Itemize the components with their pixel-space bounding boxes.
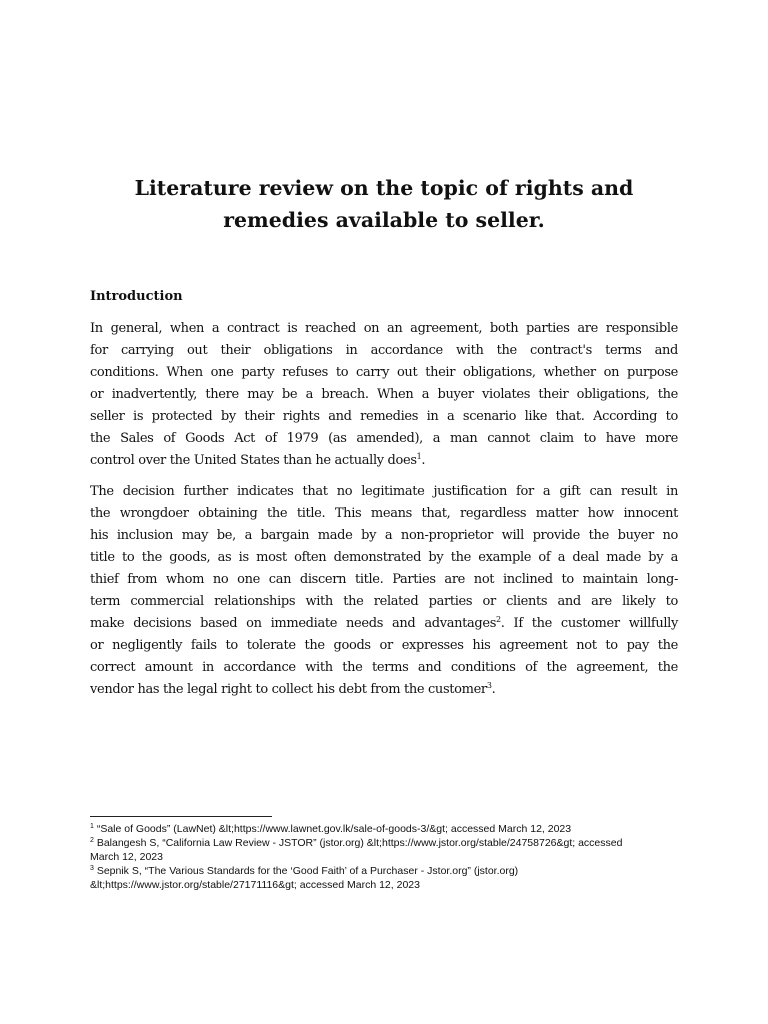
- paragraph-end: .: [421, 453, 426, 468]
- paragraph-line: the Sales of Goods Act of 1979 (as amended), a man cannot claim to have more: [90, 431, 678, 446]
- paragraph-line: or negligently fails to tolerate the goods or expresses his agreement not to pay the: [90, 638, 678, 653]
- footnote-number: 2: [90, 837, 94, 844]
- footnote-line: &lt;https://www.jstor.org/stable/27171116&gt; accessed March 12, 2023: [90, 879, 420, 891]
- footnote-line: March 12, 2023: [90, 851, 163, 863]
- footnote-reference-1[interactable]: 1: [416, 452, 422, 461]
- paragraph-line: [90, 679, 678, 701]
- footnote-1: [90, 822, 690, 836]
- footnote-text: Balangesh S, “California Law Review - JSTOR” (jstor.org) &lt;https://www.jstor.org/stable/24758726&gt; accessed: [93, 837, 623, 849]
- paragraph-line: conditions. When one party refuses to carry out their obligations, whether on purpose: [90, 365, 678, 380]
- paragraph-line: In general, when a contract is reached on an agreement, both parties are responsible: [90, 321, 678, 336]
- paragraph-line: his inclusion may be, a bargain made by a non-proprietor will provide the buyer no: [90, 528, 678, 543]
- footnote-line: [90, 864, 690, 878]
- paragraph-line-text: make decisions based on immediate needs and advantages: [90, 616, 497, 631]
- paragraph-line-text: vendor has the legal right to collect his debt from the customer: [90, 682, 487, 697]
- footnote-separator: [90, 816, 272, 817]
- footnote-text: “Sale of Goods” (LawNet) &lt;https://www.lawnet.gov.lk/sale-of-goods-3/&gt; accessed March 12, 2023: [93, 823, 572, 835]
- paragraph-line-text: control over the United States than he actually does: [90, 453, 417, 468]
- title-line-2: remedies available to seller.: [223, 208, 545, 232]
- introduction-heading: Introduction: [90, 289, 183, 304]
- footnotes: [90, 822, 690, 892]
- footnote-reference-2[interactable]: 2: [496, 615, 501, 624]
- paragraph-line: for carrying out their obligations in accordance with the contract's terms and: [90, 343, 678, 358]
- paragraph-line: the wrongdoer obtaining the title. This means that, regardless matter how innocent: [90, 506, 678, 521]
- paragraph-line: title to the goods, as is most often demonstrated by the example of a deal made by a: [90, 550, 678, 565]
- footnote-line: [90, 836, 690, 850]
- page-title: [90, 172, 678, 236]
- paragraph-line: seller is protected by their rights and remedies in a scenario like that. According to: [90, 409, 678, 424]
- paragraph-line: correct amount in accordance with the terms and conditions of the agreement, the: [90, 660, 678, 675]
- footnote-text: Sepnik S, “The Various Standards for the ‘Good Faith’ of a Purchaser - Jstor.org” (jstor.org): [93, 865, 519, 877]
- paragraph-line: or inadvertently, there may be a breach. When a buyer violates their obligations, the: [90, 387, 678, 402]
- paragraph-line: [90, 450, 678, 472]
- footnote-number: 1: [90, 823, 94, 830]
- footnote-2: [90, 836, 690, 864]
- introduction-paragraph-1: [90, 318, 678, 472]
- footnote-3: [90, 864, 690, 892]
- paragraph-line: The decision further indicates that no legitimate justification for a gift can result in: [90, 484, 678, 499]
- paragraph-line-tail: . If the customer willfully: [500, 616, 678, 631]
- footnote-line: [90, 822, 690, 836]
- paragraph-end: .: [491, 682, 496, 697]
- footnote-reference-3[interactable]: 3: [486, 681, 492, 690]
- title-line-1: Literature review on the topic of rights and: [134, 176, 634, 200]
- footnote-number: 3: [90, 865, 94, 872]
- paragraph-line: thief from whom no one can discern title. Parties are not inclined to maintain long-: [90, 572, 678, 587]
- paragraph-line: term commercial relationships with the related parties or clients and are likely to: [90, 594, 678, 609]
- paragraph-line: [90, 613, 678, 635]
- introduction-paragraph-2: [90, 481, 678, 701]
